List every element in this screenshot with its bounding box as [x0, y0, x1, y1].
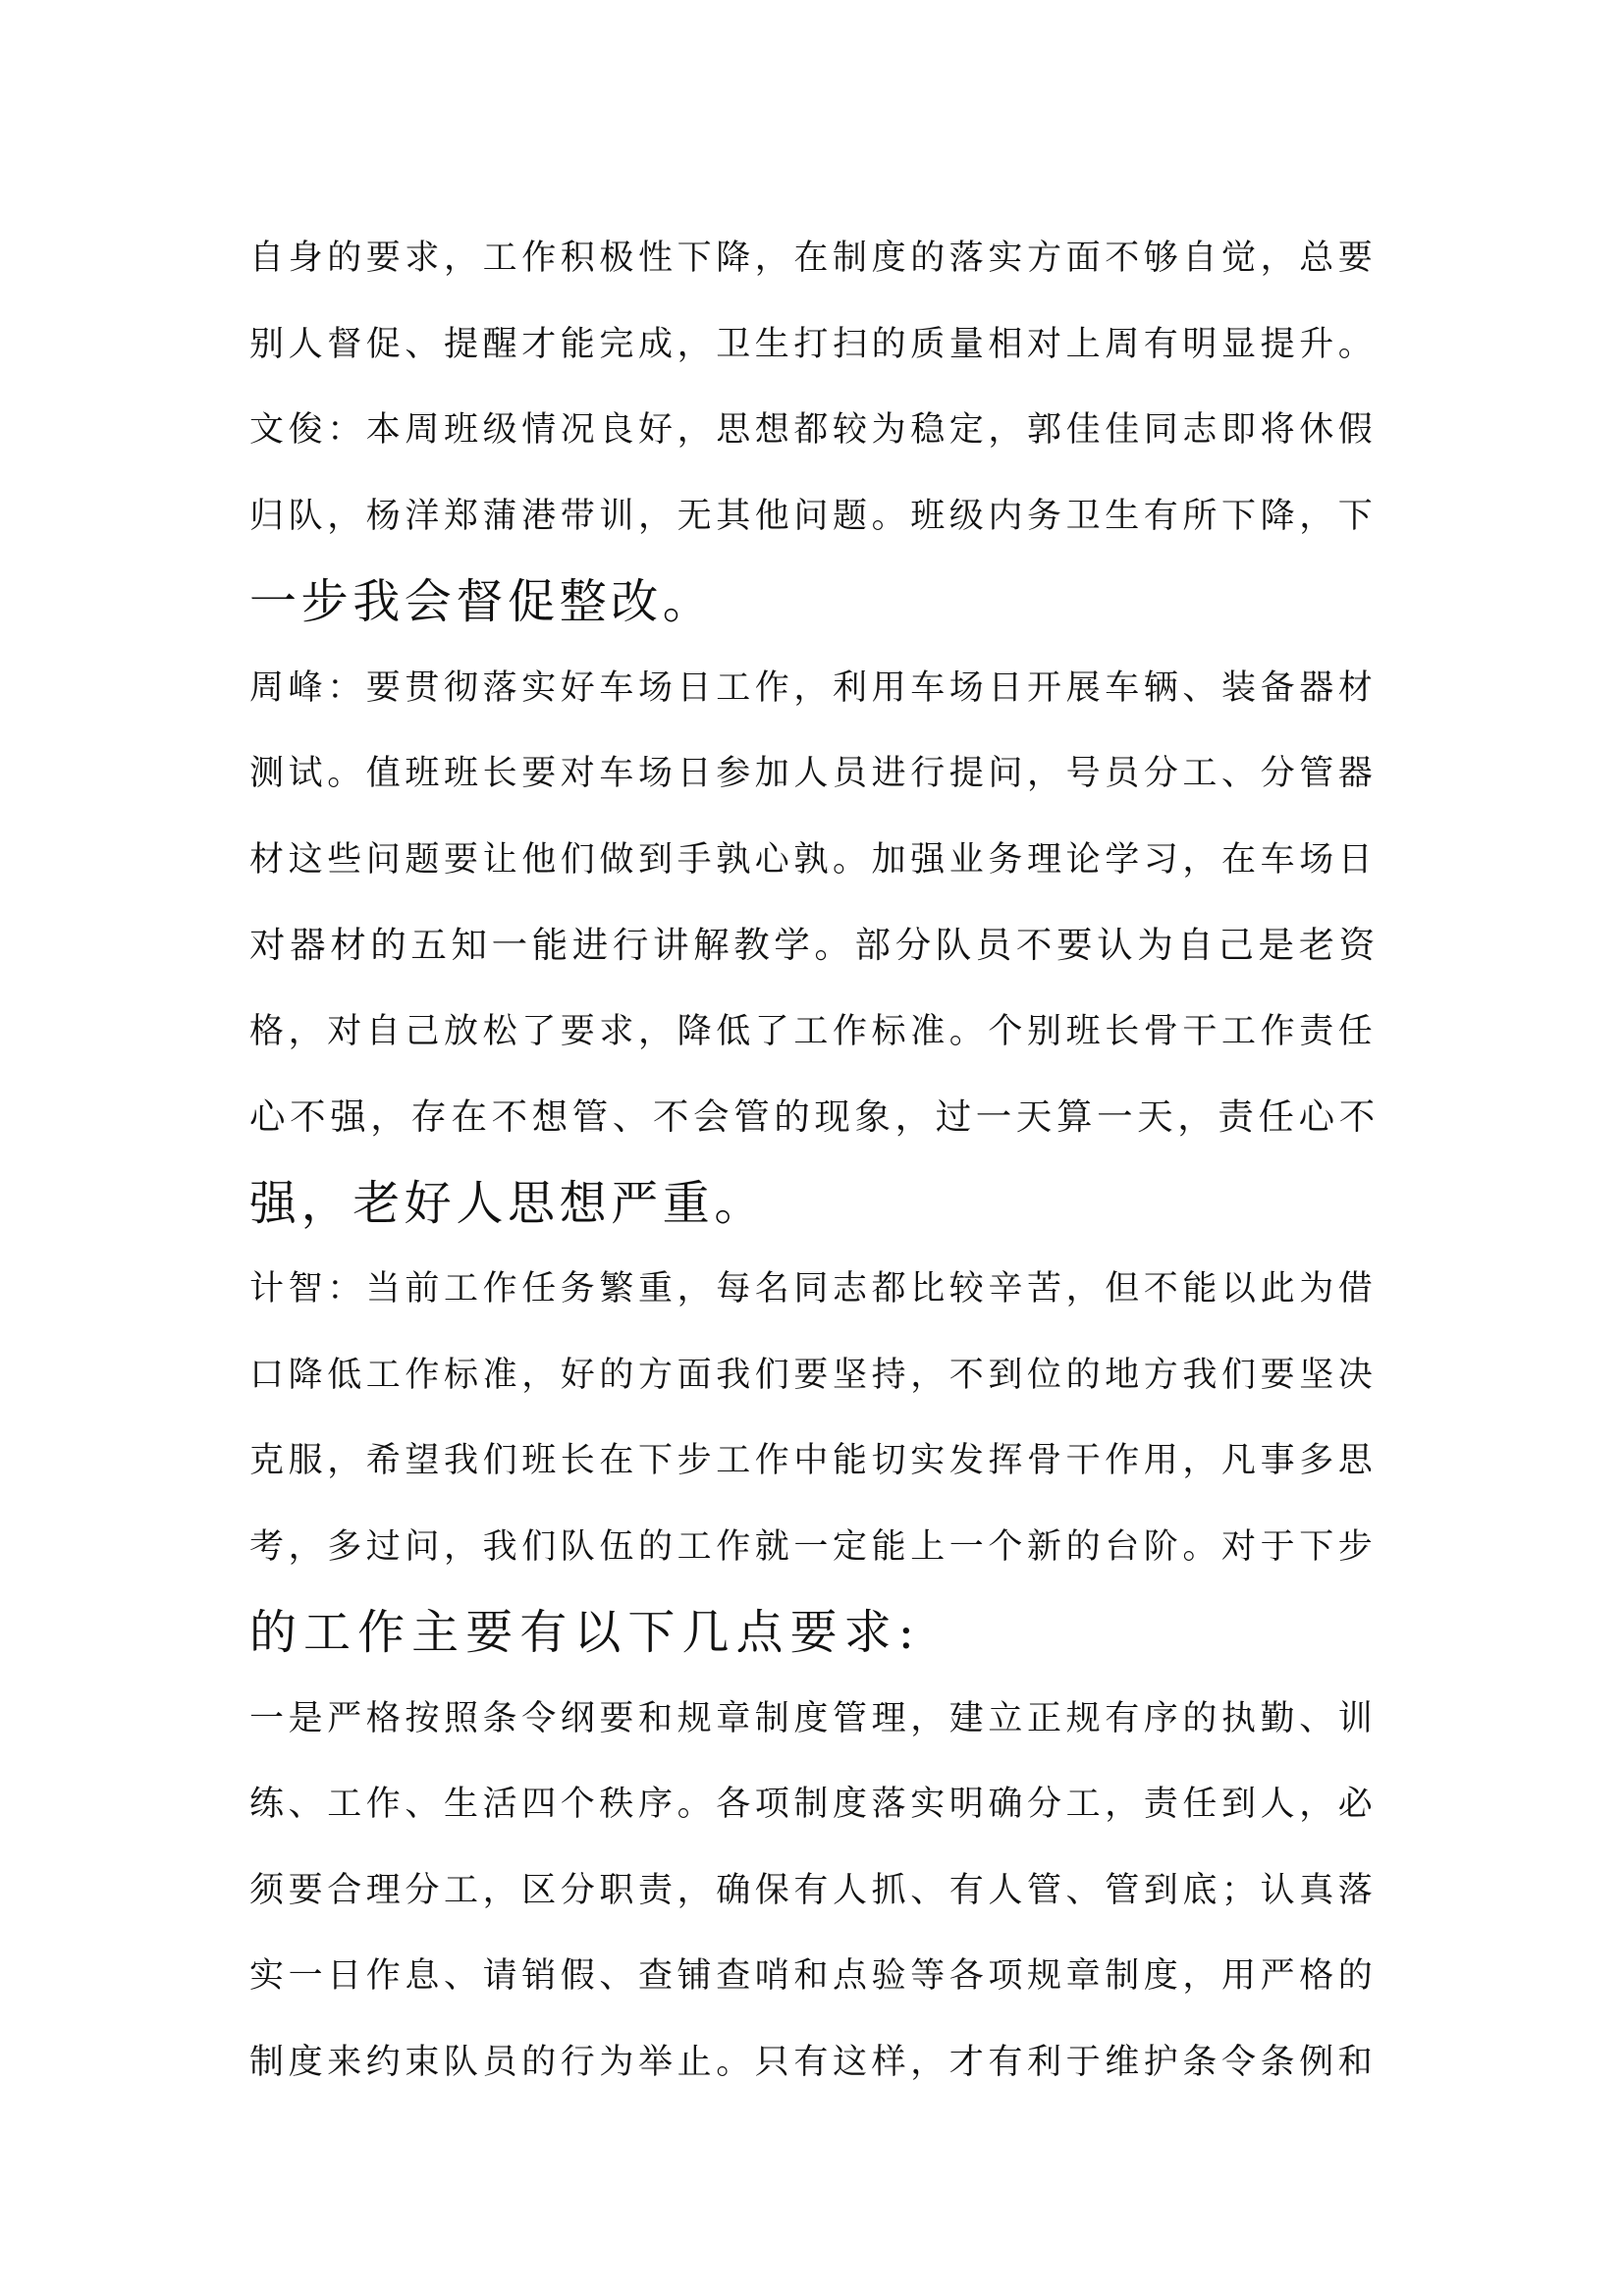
text-line: 的工作主要有以下几点要求:	[249, 1605, 921, 1660]
text-line: 强，老好人思想严重。	[249, 1175, 767, 1231]
text-line: 计智：当前工作任务繁重，每名同志都比较辛苦，但不能以此为借	[249, 1269, 1378, 1308]
text-line: 周峰：要贯彻落实好车场日工作，利用车场日开展车辆、装备器材	[249, 667, 1378, 708]
text-line: 文俊：本周班级情况良好，思想都较为稳定，郭佳佳同志即将休假	[249, 410, 1378, 450]
text-line: 须要合理分工，区分职责，确保有人抓、有人管、管到底；认真落	[249, 1870, 1378, 1910]
text-line: 归队，杨洋郑蒲港带训，无其他问题。班级内务卫生有所下降，下	[249, 496, 1378, 536]
text-line: 克服，希望我们班长在下步工作中能切实发挥骨干作用，凡事多思	[249, 1441, 1378, 1480]
text-line: 练、工作、生活四个秩序。各项制度落实明确分工，责任到人，必	[249, 1785, 1378, 1824]
text-line: 实一日作息、请销假、查铺查哨和点验等各项规章制度，用严格的	[249, 1956, 1378, 1996]
text-line: 格，对自己放松了要求，降低了工作标准。个别班长骨干工作责任	[249, 1011, 1378, 1051]
text-line: 对器材的五知一能进行讲解教学。部分队员不要认为自己是老资	[249, 924, 1380, 966]
text-line: 考，多过问，我们队伍的工作就一定能上一个新的台阶。对于下步	[249, 1526, 1378, 1567]
text-line: 别人督促、提醒才能完成，卫生打扫的质量相对上周有明显提升。	[249, 324, 1378, 364]
text-line: 心不强，存在不想管、不会管的现象，过一天算一天，责任心不	[249, 1095, 1380, 1138]
text-line: 测试。值班班长要对车场日参加人员进行提问，号员分工、分管器	[249, 754, 1378, 793]
text-line: 自身的要求，工作积极性下降，在制度的落实方面不够自觉，总要	[249, 239, 1378, 278]
text-line: 一步我会督促整改。	[249, 574, 715, 629]
text-line: 口降低工作标准，好的方面我们要坚持，不到位的地方我们要坚决	[249, 1355, 1378, 1395]
text-line: 材这些问题要让他们做到手孰心孰。加强业务理论学习，在车场日	[249, 839, 1378, 880]
text-line: 一是严格按照条令纲要和规章制度管理，建立正规有序的执勤、训	[249, 1698, 1378, 1738]
text-line: 制度来约束队员的行为举止。只有这样，才有利于维护条令条例和	[249, 2042, 1378, 2082]
